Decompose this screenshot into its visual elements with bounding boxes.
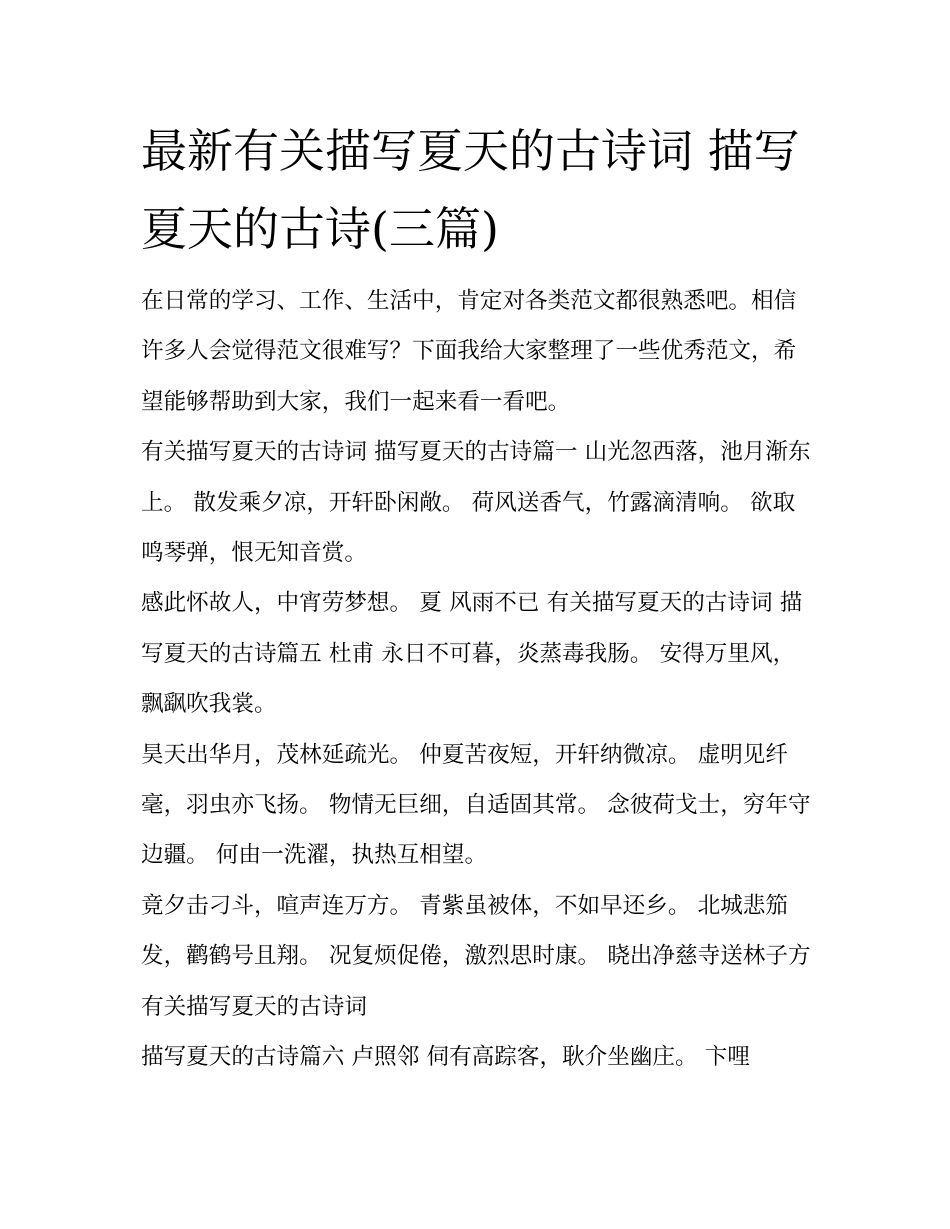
paragraph-intro: 在日常的学习、工作、生活中，肯定对各类范文都很熟悉吧。相信许多人会觉得范文很难写？下面我给大家整理了一些优秀范文，希望能够帮助到大家，我们一起来看一看吧。 [141,288,797,415]
document-body [141,276,818,1083]
paragraph-poem-5-cont: 昊天出华月，茂林延疏光。 仲夏苦夜短，开轩纳微凉。 虚明见纤毫，羽虫亦飞扬。 物情无巨细，自适固其常。 念彼荷戈士，穷年守边疆。 何由一洗濯，执热互相望。 [141,741,811,869]
document-title: 最新有关描写夏天的古诗词 描写夏天的古诗(三篇) [141,124,800,256]
paragraph-poem-5: 感此怀故人，中宵劳梦想。 夏 风雨不已 有关描写夏天的古诗词 描写夏天的古诗篇五 杜甫 永日不可暮，炎蒸毒我肠。 安得万里风，飘飖吹我裳。 [141,590,803,718]
paragraph-poem-6: 描写夏天的古诗篇六 卢照邻 伺有高踪客，耿介坐幽庄。 卞哩 [141,1044,750,1071]
paragraph-poem-1: 有关描写夏天的古诗词 描写夏天的古诗篇一 山光忽西落，池月渐东上。 散发乘夕凉，开轩卧闲敞。 荷风送香气，竹露滴清响。 欲取鸣琴弹，恨无知音赏。 [141,439,811,567]
paragraph-poem-5-end: 竟夕击刁斗，喧声连万方。 青紫虽被体，不如早还乡。 北城悲笳发，鹳鹤号且翔。 况复烦促倦，激烈思时康。 晓出净慈寺送林子方 有关描写夏天的古诗词 [141,892,818,1020]
